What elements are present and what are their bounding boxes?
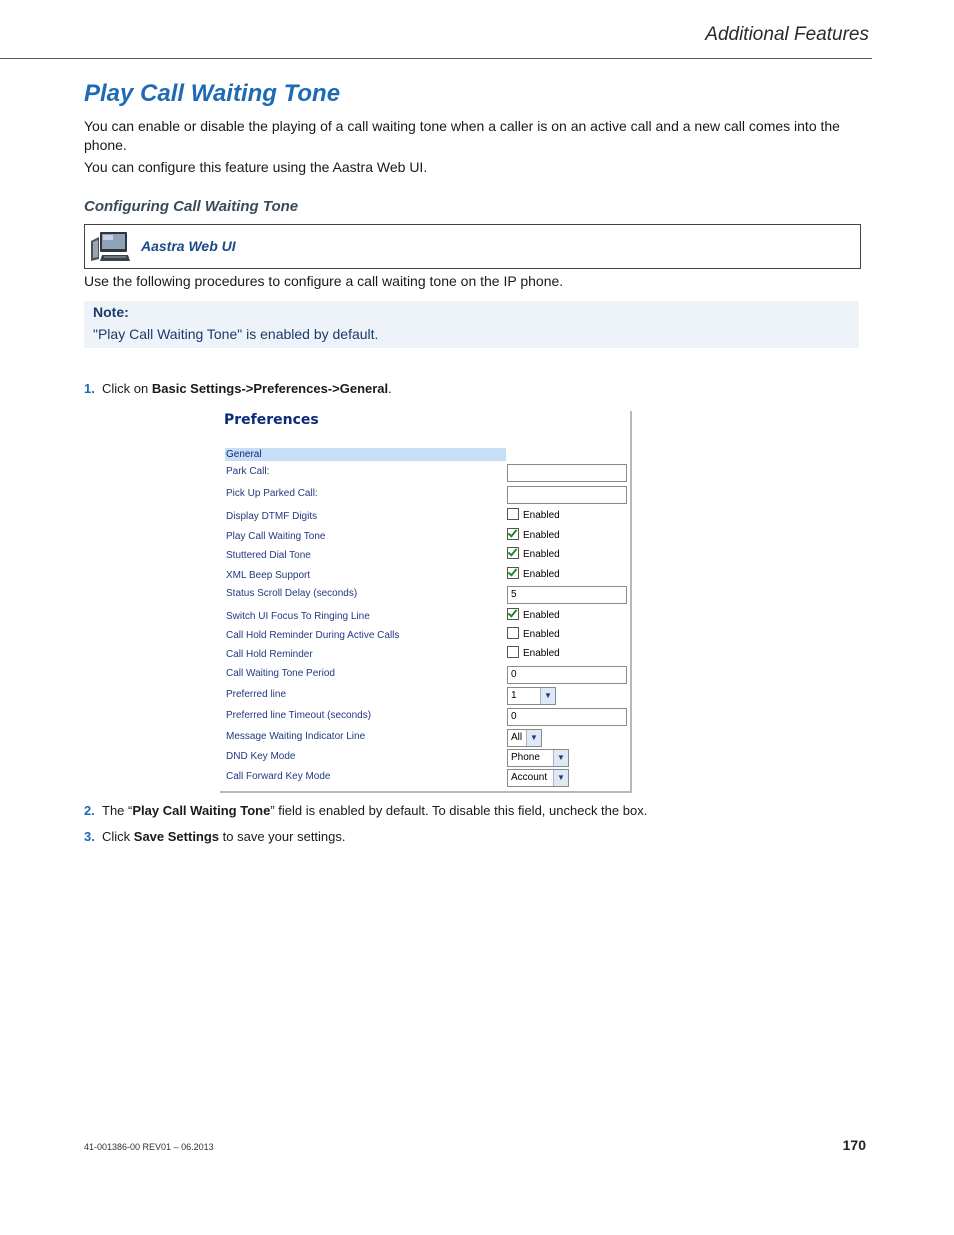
setting-row: Call Hold Reminder Enabled (226, 647, 560, 660)
running-head: Additional Features (705, 24, 869, 45)
setting-row: Preferred line Timeout (seconds) 0 (226, 708, 626, 726)
intro-paragraph: You can enable or disable the playing of a call waiting tone when a caller is on an active call and a new call comes into the phone. (84, 118, 840, 153)
call-waiting-tone-period-input[interactable]: 0 (507, 666, 627, 684)
web-ui-label: Aastra Web UI (141, 238, 236, 254)
note-text: "Play Call Waiting Tone" is enabled by default. (93, 326, 379, 342)
setting-row: Pick Up Parked Call: (226, 486, 626, 504)
stuttered-dial-tone-checkbox[interactable]: Enabled (507, 548, 560, 560)
setting-row: DND Key Mode Phone ▼ (226, 749, 626, 767)
note-box (84, 301, 859, 348)
step-2: 2. The “Play Call Waiting Tone” field is enabled by default. To disable this field, uncheck the box. (84, 803, 648, 818)
display-dtmf-digits-checkbox[interactable]: Enabled (507, 509, 560, 521)
preferred-line-select[interactable]: 1 ▼ (507, 687, 556, 705)
switch-ui-focus-checkbox[interactable]: Enabled (507, 609, 560, 621)
general-section-header: General (225, 448, 506, 461)
computer-icon (90, 229, 130, 263)
xml-beep-support-checkbox[interactable]: Enabled (507, 568, 560, 580)
setting-row: Play Call Waiting Tone Enabled (226, 529, 560, 542)
section-subheading: Configuring Call Waiting Tone (84, 198, 299, 215)
page-title: Play Call Waiting Tone (84, 80, 341, 107)
status-scroll-delay-input[interactable]: 5 (507, 586, 627, 604)
step-1: 1. Click on Basic Settings->Preferences->General. (84, 381, 392, 396)
header-rule (0, 58, 872, 59)
setting-row: Preferred line 1 ▼ (226, 687, 626, 705)
call-hold-reminder-active-checkbox[interactable]: Enabled (507, 628, 560, 640)
pick-up-parked-call-input[interactable] (507, 486, 627, 504)
page-number: 170 (842, 1137, 866, 1153)
preferences-screenshot (220, 411, 632, 793)
chevron-down-icon[interactable]: ▼ (526, 730, 541, 746)
chevron-down-icon[interactable]: ▼ (553, 750, 568, 766)
call-forward-key-mode-select[interactable]: Account ▼ (507, 769, 569, 787)
mwi-line-select[interactable]: All ▼ (507, 729, 542, 747)
preferences-title: Preferences (224, 412, 319, 428)
step-3: 3. Click Save Settings to save your settings. (84, 829, 346, 844)
park-call-input[interactable] (507, 464, 627, 482)
setting-row: Call Forward Key Mode Account ▼ (226, 769, 626, 787)
setting-row: XML Beep Support Enabled (226, 568, 560, 581)
play-call-waiting-tone-checkbox[interactable]: Enabled (507, 529, 560, 541)
setting-row: Call Waiting Tone Period 0 (226, 666, 626, 684)
setting-row: Switch UI Focus To Ringing Line Enabled (226, 609, 560, 622)
setting-row: Status Scroll Delay (seconds) 5 (226, 586, 626, 604)
preferred-line-timeout-input[interactable]: 0 (507, 708, 627, 726)
chevron-down-icon[interactable]: ▼ (553, 770, 568, 786)
note-title: Note: (93, 304, 129, 320)
dnd-key-mode-select[interactable]: Phone ▼ (507, 749, 569, 767)
setting-row: Call Hold Reminder During Active Calls Enabled (226, 628, 560, 641)
setting-row: Stuttered Dial Tone Enabled (226, 548, 560, 561)
call-hold-reminder-checkbox[interactable]: Enabled (507, 647, 560, 659)
chevron-down-icon[interactable]: ▼ (540, 688, 555, 704)
setting-row: Display DTMF Digits Enabled (226, 509, 560, 522)
setting-row: Park Call: (226, 464, 626, 482)
setting-row: Message Waiting Indicator Line All ▼ (226, 729, 626, 747)
procedure-intro: Use the following procedures to configure a call waiting tone on the IP phone. (84, 273, 564, 289)
document-code: 41-001386-00 REV01 – 06.2013 (84, 1142, 214, 1152)
web-ui-banner (84, 224, 861, 269)
intro-paragraph-2: You can configure this feature using the Aastra Web UI. (84, 159, 428, 175)
